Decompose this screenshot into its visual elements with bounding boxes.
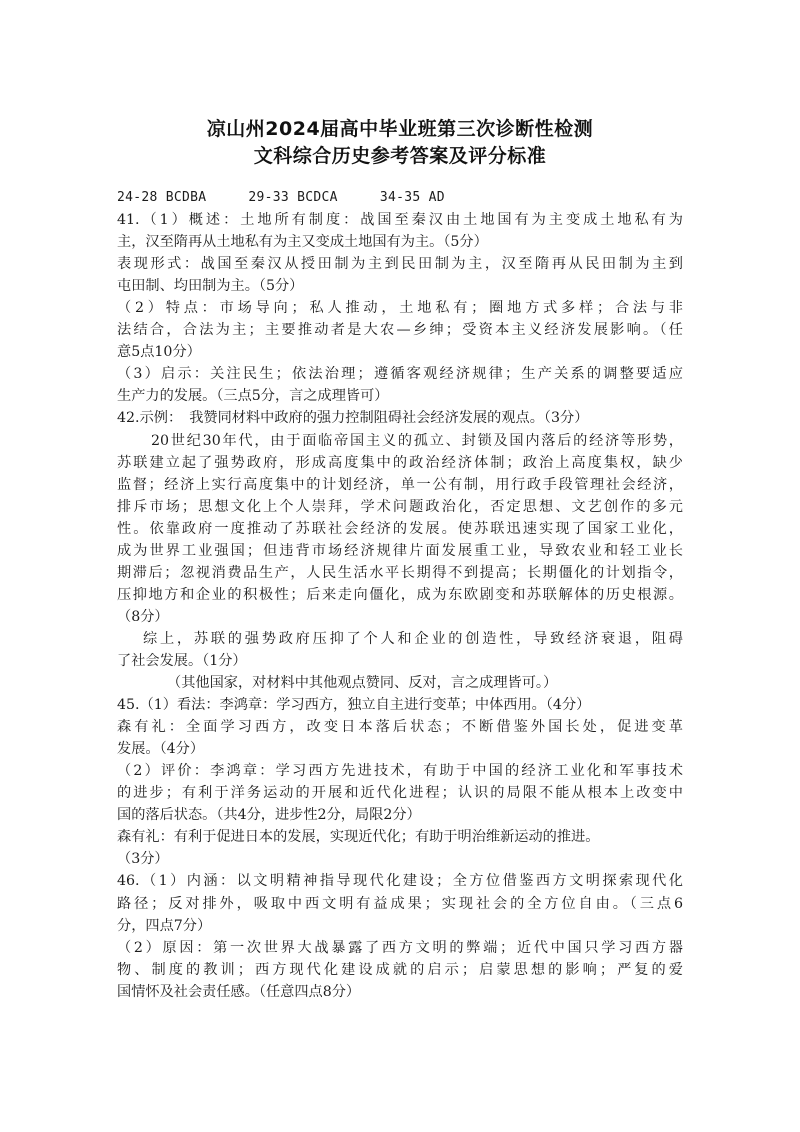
text-line: 森有礼：全面学习西方，改变日本落后状态；不断借鉴外国长处，促进变革 [117,719,683,736]
document-title: 凉山州2024届高中毕业班第三次诊断性检测 [206,118,594,140]
text-line: 性。依靠政府一度推动了苏联社会经济的发展。使苏联迅速实现了国家工业化， [117,520,683,537]
choice-answer-group: 29-33 BCDCA [248,190,338,205]
choice-answers [117,187,683,209]
choice-answer-group: 34-35 AD [379,190,445,205]
text-line: 46.（1）内涵：以文明精神指导现代化建设；全方位借鉴西方文明探索现代化 [117,873,683,890]
text-line: （3）启示：关注民生；依法治理；遵循客观经济规律；生产关系的调整要适应 [117,366,683,383]
text-line: 20世纪30年代，由于面临帝国主义的孤立、封锁及国内落后的经济等形势， [151,432,683,449]
text-line: （8分） [117,608,169,625]
text-line: 国情怀及社会责任感。（任意四点8分） [117,983,361,1000]
text-line: （3分） [117,851,169,868]
text-line: 监督；经济上实行高度集中的计划经济，单一公有制，用行政手段管理社会经济， [117,476,683,493]
text-line: 生产力的发展。（三点5分，言之成理皆可） [117,388,389,405]
answer-body [117,187,683,1003]
text-line: 路径；反对排外，吸取中西文明有益成果；实现社会的全方位自由。（三点6 [117,895,683,912]
text-line: （2）特点：市场导向；私人推动，土地私有；圈地方式多样；合法与非 [117,300,683,317]
text-line: 森有礼：有利于促进日本的发展，实现近代化；有助于明治维新运动的推进。 [117,829,600,846]
text-line: 分，四点7分） [117,917,212,934]
text-line: 法结合，合法为主；主要推动者是大农—乡绅；受资本主义经济发展影响。（任 [117,322,683,339]
text-line: 期滞后；忽视消费品生产，人民生活水平长期得不到提高；长期僵化的计划指令， [117,564,683,581]
text-line: （2）评价：李鸿章：学习西方先进技术，有助于中国的经济工业化和军事技术 [117,763,683,780]
text-line: 的进步；有利于洋务运动的开展和近代化进程；认识的局限不能从根本上改变中 [117,785,683,802]
text-line: 物、制度的教训；西方现代化建设成就的启示；启蒙思想的影响；严复的爱 [117,961,683,978]
text-line: 苏联建立起了强势政府，形成高度集中的政治经济体制；政治上高度集权，缺少 [117,454,683,471]
text-line: 42.示例： 我赞同材料中政府的强力控制阻碍社会经济发展的观点。（3分） [117,410,589,427]
text-line: 了社会发展。（1分） [117,652,247,669]
document-subtitle: 文科综合历史参考答案及评分标准 [253,145,547,167]
text-line: （其他国家，对材料中其他观点赞同、反对，言之成理皆可。） [167,675,558,692]
text-line: 成为世界工业强国；但违背市场经济规律片面发展重工业，导致农业和轻工业长 [117,542,683,559]
text-line: 排斥市场；思想文化上个人崇拜，学术问题政治化，否定思想、文艺创作的多元 [117,498,683,515]
text-line: 主，汉至隋再从土地私有为主又变成土地国有为主。（5分） [117,234,488,251]
choice-answer-group: 24-28 BCDBA [117,190,207,205]
text-line: 压抑地方和企业的积极性；后来走向僵化，成为东欧剧变和苏联解体的历史根源。 [117,586,683,603]
text-line: 发展。（4分） [117,741,205,758]
text-line: 综上，苏联的强势政府压抑了个人和企业的创造性，导致经济衰退，阻碍 [143,630,683,647]
text-line: （2）原因：第一次世界大战暴露了西方文明的弊端；近代中国只学习西方器 [117,939,683,956]
text-line: 国的落后状态。（共4分，进步性2分，局限2分） [117,807,421,824]
text-line: 屯田制、均田制为主。（5分） [117,278,304,295]
text-line: 41.（1）概述：土地所有制度：战国至秦汉由土地国有为主变成土地私有为 [117,212,683,229]
document-header [0,116,800,170]
text-line: 意5点10分） [117,344,201,361]
text-line: 45.（1）看法：李鸿章：学习西方，独立自主进行变革；中体西用。（4分） [117,697,591,714]
text-line: 表现形式：战国至秦汉从授田制为主到民田制为主，汉至隋再从民田制为主到 [117,256,683,273]
